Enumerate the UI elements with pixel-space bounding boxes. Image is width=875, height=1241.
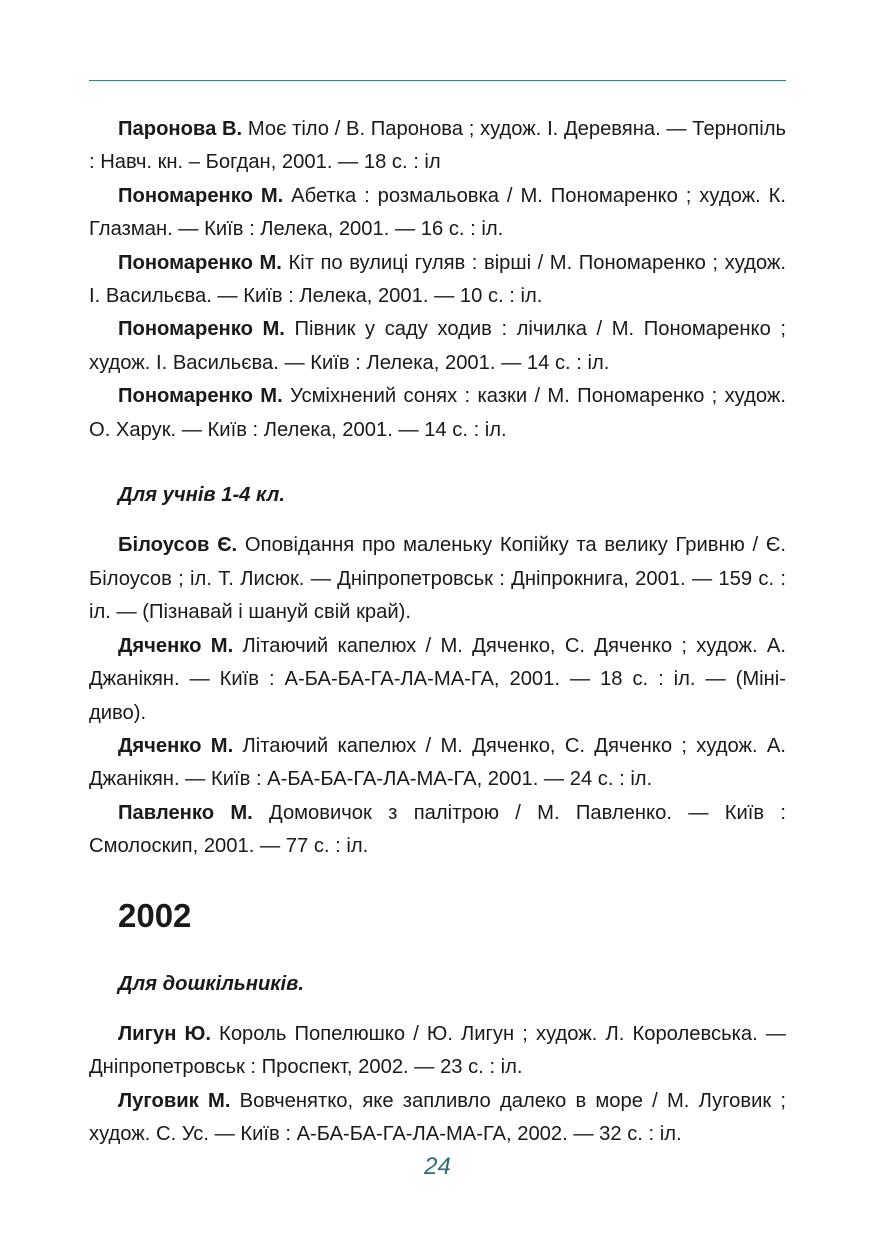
entry-text: Півник у саду ходив : лічилка / М. Пономаренко ; худож. І. Васильєва. — Київ : Лелека, 2001. — 14 с. : іл. <box>89 318 787 374</box>
entry-text: Моє тіло / В. Паронова ; худож. І. Деревяна. — Тернопіль : Навч. кн. – Богдан, 2001. — 18 с. : іл <box>89 118 786 174</box>
entry-author: Дяченко М. <box>118 734 234 757</box>
entry-text: Абетка : розмальовка / М. Пономаренко ; худож. К. Глазман. — Київ : Лелека, 2001. — 16 с. : іл. <box>89 184 786 241</box>
entry-author: Пономаренко М. <box>118 184 284 207</box>
year-heading: 2002 <box>118 896 192 934</box>
header-rule <box>89 80 786 81</box>
spacer <box>89 864 786 896</box>
entry-author: Лигун Ю. <box>118 1022 211 1045</box>
entry-text: Король Попелюшко / Ю. Лигун ; худож. Л. Королевська. — Дніпропетровськ : Проспект, 2002. — 23 с. : іл. <box>89 1022 786 1079</box>
page-body <box>89 113 786 1152</box>
bibliography-entry <box>89 797 786 864</box>
bibliography-entry <box>89 380 786 447</box>
spacer <box>89 447 786 479</box>
entry-author: Пономаренко М. <box>118 251 282 274</box>
spacer <box>89 512 786 529</box>
entry-author: Білоусов Є. <box>118 534 238 557</box>
bibliography-entry <box>89 1085 786 1152</box>
entry-text: Вовченятко, яке запливло далеко в море / М. Луговик ; худож. С. Ус. — Київ : А-БА-БА-ГА-ЛА-МА-ГА, 2002. — 32 с. : іл. <box>89 1089 786 1146</box>
bibliography-entry <box>89 730 786 797</box>
entry-text: Літаючий капелюх / М. Дяченко, С. Дяченко ; худож. А. Джанікян. — Київ : А-БА-БА-ГА-ЛА-МА-ГА, 2001. — 24 с. : іл. <box>89 734 786 791</box>
entry-text: Кіт по вулиці гуляв : вірші / М. Пономаренко ; худож. І. Васильєва. — Київ : Лелека, 2001. — 10 с. : іл. <box>89 251 787 308</box>
bibliography-entry <box>89 630 786 730</box>
entry-author: Павленко М. <box>118 801 253 824</box>
entry-text: Оповідання про маленьку Копійку та велику Гривню / Є. Білоусов ; іл. Т. Лисюк. — Дніпропетровськ : Дніпрокнига, 2001. — 159 с. : іл. — (Пізнавай і шануй свій край). <box>89 534 786 624</box>
entry-author: Паронова В. <box>118 118 243 140</box>
section-heading-grades-1-4: Для учнів 1-4 кл. <box>118 484 285 507</box>
bibliography-entry <box>89 180 786 247</box>
entry-text: Усміхнений сонях : казки / М. Пономаренко ; худож. О. Харук. — Київ : Лелека, 2001. — 14 с. : іл. <box>89 385 786 441</box>
entry-author: Луговик М. <box>118 1089 231 1112</box>
bibliography-entry <box>89 1018 786 1085</box>
bibliography-entry <box>89 113 786 180</box>
spacer <box>89 1001 786 1018</box>
bibliography-entry <box>89 247 786 314</box>
spacer <box>89 936 786 968</box>
page-number: 24 <box>424 1153 451 1180</box>
entry-text: Домовичок з палітрою / М. Павленко. — Київ : Смолоскип, 2001. — 77 с. : іл. <box>89 801 786 858</box>
entry-author: Пономаренко М. <box>118 385 283 408</box>
section-heading-preschool: Для дошкільників. <box>118 972 304 995</box>
entry-text: Літаючий капелюх / М. Дяченко, С. Дяченко ; худож. А. Джанікян. — Київ : А-БА-БА-ГА-ЛА-МА-ГА, 2001. — 18 с. : іл. — (Міні-диво). <box>89 634 786 724</box>
bibliography-entry <box>89 529 786 629</box>
entry-author: Пономаренко М. <box>118 318 285 341</box>
bibliography-entry <box>89 313 786 380</box>
entry-author: Дяченко М. <box>118 634 234 657</box>
